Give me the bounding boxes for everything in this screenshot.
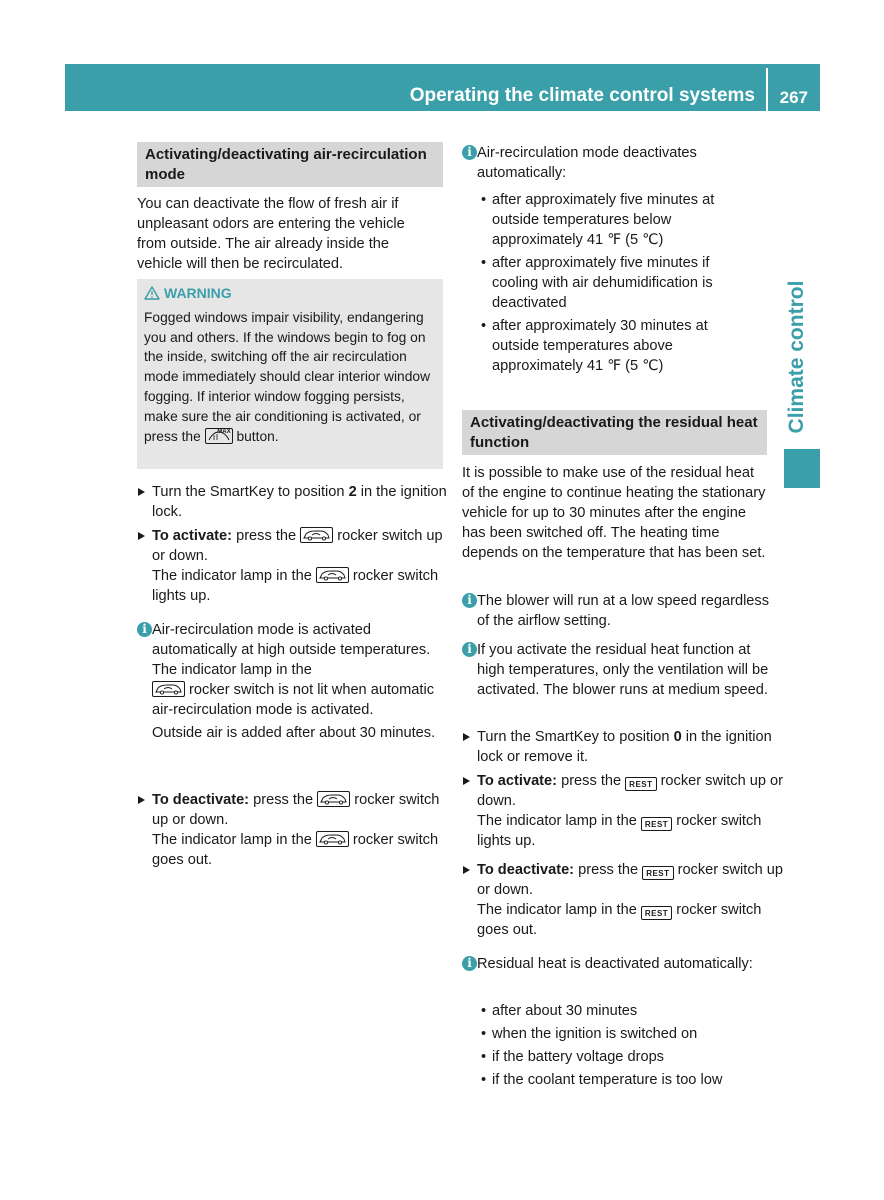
rest-button-icon: REST — [642, 866, 673, 880]
step-activate-residual-heat — [462, 771, 785, 851]
step-arrow-icon — [138, 532, 145, 540]
indicator-text: The indicator lamp in the — [152, 568, 316, 584]
side-tab-marker — [784, 449, 820, 488]
step-label: To activate: — [477, 773, 558, 789]
list-item: • when the ignition is switched on — [477, 1024, 767, 1044]
indicator-text-end: rocker switch goes out. — [152, 832, 439, 868]
side-tab-label: Climate control — [784, 280, 808, 434]
info-text-cont: rocker switch is not lit when automatic air-recirculation mode is activated. — [152, 682, 434, 718]
recirculation-car-icon — [317, 791, 350, 807]
intro-paragraph: You can deactivate the flow of fresh air if unpleasant odors are entering the vehicle from outside. The air already inside the vehicle will then be recirculated. — [137, 196, 405, 272]
chapter-title: Operating the climate control systems — [409, 85, 755, 106]
section-heading-air-recirculation: Activating/deactivating air-recirculation mode — [137, 142, 443, 187]
recirculation-car-icon — [300, 527, 333, 543]
recirculation-car-icon — [316, 831, 349, 847]
list-item: • after approximately 30 minutes at outside temperatures above approximately 41 ℉ (5 ℃) — [477, 316, 757, 376]
step-label: To activate: — [152, 528, 233, 544]
step-text: press the — [574, 862, 643, 878]
step-arrow-icon — [463, 733, 470, 741]
step-text-end: rocker switch up or down. — [152, 792, 440, 828]
list-item: • after approximately five minutes if cooling with air dehumidification is deactivated — [477, 253, 757, 313]
step-text-end: in the ignition lock or remove it. — [477, 729, 772, 765]
info-text-outside-air: Outside air is added after about 30 minutes. — [152, 725, 436, 741]
step-activate-recirculation — [137, 526, 458, 606]
header-divider — [766, 68, 768, 111]
warning-text-end: button. — [236, 428, 279, 444]
position-value: 0 — [673, 729, 682, 745]
step-text-end: rocker switch up or down. — [152, 528, 443, 564]
info-text: The blower will run at a low speed regardless of the airflow setting. — [477, 593, 770, 629]
position-value: 2 — [348, 484, 357, 500]
step-turn-smartkey-0 — [462, 727, 777, 767]
step-text: Turn the SmartKey to position — [152, 484, 349, 500]
step-label: To deactivate: — [477, 862, 575, 878]
info-text: Air-recirculation mode deactivates automatically: — [477, 145, 697, 181]
warning-triangle-icon — [144, 286, 160, 300]
info-high-temperature — [462, 640, 777, 700]
step-arrow-icon — [138, 488, 145, 496]
max-label: MAX — [217, 428, 231, 435]
info-icon: i — [137, 622, 152, 637]
step-arrow-icon — [463, 777, 470, 785]
step-text-end: rocker switch up or down. — [477, 773, 784, 809]
info-icon: i — [462, 145, 477, 160]
info-text: Residual heat is deactivated automatically: — [477, 956, 753, 972]
indicator-text-end: rocker switch lights up. — [477, 813, 762, 849]
indicator-text: The indicator lamp in the — [477, 902, 641, 918]
indicator-text: The indicator lamp in the — [477, 813, 641, 829]
rest-button-icon: REST — [641, 817, 672, 831]
page-number: 267 — [779, 88, 808, 107]
recirc-conditions-list — [477, 190, 757, 379]
indicator-text: The indicator lamp in the — [152, 832, 316, 848]
list-item: • after approximately five minutes at outside temperatures below approximately 41 ℉ (5 ℃) — [477, 190, 757, 250]
warning-label: WARNING — [164, 285, 232, 301]
step-arrow-icon — [463, 866, 470, 874]
indicator-text-end: rocker switch lights up. — [152, 568, 439, 604]
list-item: • if the battery voltage drops — [477, 1047, 767, 1067]
section-heading-residual-heat: Activating/deactivating the residual heat function — [462, 410, 767, 455]
info-recirc-auto — [137, 620, 452, 743]
step-text: press the — [232, 528, 301, 544]
recirculation-car-icon — [316, 567, 349, 583]
info-icon: i — [462, 642, 477, 657]
info-blower — [462, 591, 777, 631]
step-text: press the — [557, 773, 626, 789]
info-icon: i — [462, 956, 477, 971]
step-text: Turn the SmartKey to position — [477, 729, 674, 745]
step-text-end: in the ignition lock. — [152, 484, 447, 520]
rest-button-icon: REST — [625, 777, 656, 791]
warning-text: Fogged windows impair visibility, endangering you and others. If the windows begin to fog on the inside, switching off the air recirculation mode immediately should clear interior window fogging. If interior window fogging persists, make sure the air conditioning is activated, or press the — [144, 309, 431, 444]
residual-heat-intro: It is possible to make use of the residual heat of the engine to continue heating the stationary vehicle for up to 30 minutes after the engine has been switched off. The heating time depends on the temperature that has been set. — [462, 465, 766, 561]
info-icon: i — [462, 593, 477, 608]
step-text: press the — [249, 792, 318, 808]
step-text-end: rocker switch up or down. — [477, 862, 784, 898]
chapter-side-tab — [773, 272, 820, 442]
info-residual-deactivated — [462, 954, 777, 974]
warning-heading — [144, 284, 436, 304]
max-defrost-icon — [205, 428, 233, 444]
indicator-text-end: rocker switch goes out. — [477, 902, 762, 938]
residual-conditions-list — [477, 1001, 767, 1093]
step-arrow-icon — [138, 796, 145, 804]
info-recirc-deactivates — [462, 143, 777, 183]
recirculation-car-icon — [152, 681, 185, 697]
step-label: To deactivate: — [152, 792, 250, 808]
info-text: If you activate the residual heat function at high temperatures, only the ventilation will be activated. The blower runs at medium speed. — [477, 642, 769, 698]
page-header — [65, 64, 820, 111]
warning-box — [137, 279, 443, 469]
step-turn-smartkey — [137, 482, 458, 522]
list-item: • after about 30 minutes — [477, 1001, 767, 1021]
rest-button-icon: REST — [641, 906, 672, 920]
step-deactivate-residual-heat — [462, 860, 785, 940]
list-item: • if the coolant temperature is too low — [477, 1070, 767, 1090]
info-text: Air-recirculation mode is activated automatically at high outside temperatures. The indicator lamp in the — [152, 622, 431, 678]
step-deactivate-recirculation — [137, 790, 458, 870]
